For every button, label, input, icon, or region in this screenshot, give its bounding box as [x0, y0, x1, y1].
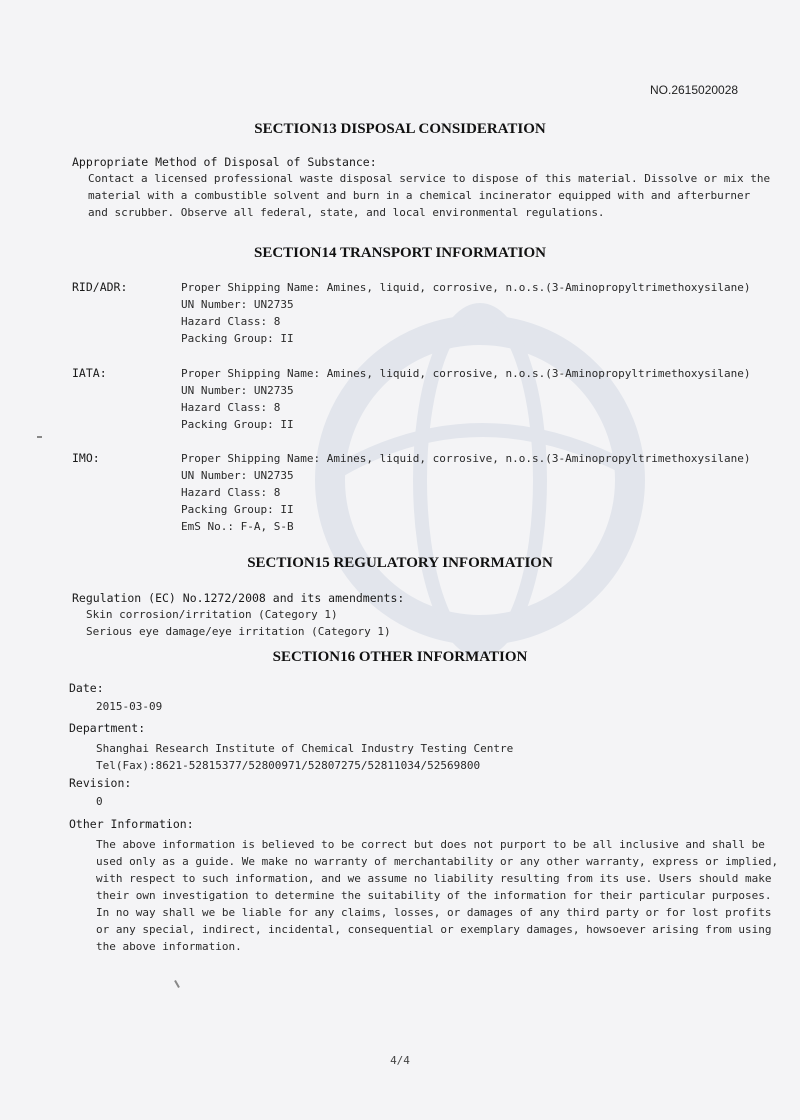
hazard-class: Hazard Class: 8	[181, 486, 281, 499]
text-line: material with a combustible solvent and burn in a chemical incinerator equipped with and afterburner	[88, 189, 751, 202]
un-number: UN Number: UN2735	[181, 298, 294, 311]
packing-group: Packing Group: II	[181, 418, 294, 431]
revision-label: Revision:	[69, 776, 132, 790]
page-number: 4/4	[390, 1054, 410, 1067]
text-line: and scrubber. Observe all federal, state, and local environmental regulations.	[88, 206, 605, 219]
text-line: used only as a guide. We make no warranty of merchantability or any other warranty, express or implied,	[96, 855, 779, 868]
regulation-label: Regulation (EC) No.1272/2008 and its amendments:	[72, 591, 405, 605]
un-number: UN Number: UN2735	[181, 469, 294, 482]
document-number: NO.2615020028	[650, 83, 739, 97]
date-value: 2015-03-09	[96, 700, 163, 713]
text-line: their own investigation to determine the suitability of the information for their particular purposes.	[96, 889, 772, 902]
section15-title: SECTION15 REGULATORY INFORMATION	[247, 555, 553, 571]
section14-title: SECTION14 TRANSPORT INFORMATION	[253, 245, 547, 261]
text-line: The above information is believed to be correct but does not purport to be all inclusive and shall be	[96, 838, 765, 851]
department-label: Department:	[69, 721, 146, 735]
packing-group: Packing Group: II	[181, 332, 294, 345]
date-label: Date:	[69, 681, 104, 695]
shipping-name: Proper Shipping Name: Amines, liquid, corrosive, n.o.s.(3-Aminopropyltrimethoxysilane)	[181, 452, 751, 465]
classification-item: Serious eye damage/eye irritation (Category 1)	[86, 625, 391, 638]
section16-title: SECTION16 OTHER INFORMATION	[272, 649, 528, 665]
scan-mark	[174, 980, 180, 988]
scan-mark	[37, 436, 42, 438]
text-line: the above information.	[96, 940, 242, 953]
imo-details	[181, 450, 751, 535]
department-details	[96, 740, 513, 774]
department-contact: Tel(Fax):8621-52815377/52800971/52807275/52811034/52569800	[96, 759, 481, 772]
iata-details	[181, 365, 751, 433]
other-information-label: Other Information:	[69, 817, 194, 831]
rid-adr-label: RID/ADR:	[72, 280, 128, 294]
disposal-method-text	[88, 170, 770, 221]
text-line: Contact a licensed professional waste disposal service to dispose of this material. Dissolve or mix the	[88, 172, 771, 185]
text-line: or any special, indirect, incidental, consequential or exemplary damages, howsoever arising from using	[96, 923, 772, 936]
imo-label: IMO:	[72, 451, 100, 465]
disposal-method-label: Appropriate Method of Disposal of Substance:	[72, 155, 377, 169]
packing-group: Packing Group: II	[181, 503, 294, 516]
rid-adr-details	[181, 279, 751, 347]
un-number: UN Number: UN2735	[181, 384, 294, 397]
text-line: with respect to such information, and we assume no liability resulting from its use. Users should make	[96, 872, 772, 885]
iata-label: IATA:	[72, 366, 107, 380]
other-information-text	[96, 836, 778, 955]
classification-item: Skin corrosion/irritation (Category 1)	[86, 608, 338, 621]
section13-title: SECTION13 DISPOSAL CONSIDERATION	[254, 121, 546, 137]
department-name: Shanghai Research Institute of Chemical Industry Testing Centre	[96, 742, 514, 755]
revision-value: 0	[96, 795, 103, 808]
hazard-class: Hazard Class: 8	[181, 401, 281, 414]
shipping-name: Proper Shipping Name: Amines, liquid, corrosive, n.o.s.(3-Aminopropyltrimethoxysilane)	[181, 281, 751, 294]
ems-number: EmS No.: F-A, S-B	[181, 520, 294, 533]
hazard-class: Hazard Class: 8	[181, 315, 281, 328]
regulation-classifications	[86, 606, 391, 640]
text-line: In no way shall we be liable for any claims, losses, or damages of any third party or for lost profits	[96, 906, 772, 919]
shipping-name: Proper Shipping Name: Amines, liquid, corrosive, n.o.s.(3-Aminopropyltrimethoxysilane)	[181, 367, 751, 380]
